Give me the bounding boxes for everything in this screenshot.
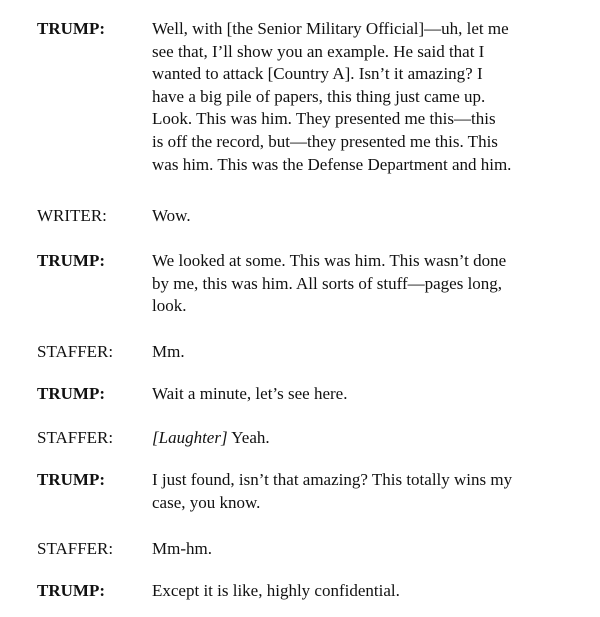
speech-line: Mm. xyxy=(152,342,185,361)
speech-line: wanted to attack [Country A]. Isn’t it amazing? I xyxy=(152,64,483,84)
speech-line: Wow. xyxy=(152,206,191,225)
speech-line: Wait a minute, let’s see here. xyxy=(152,384,348,403)
speech-line: Mm-hm. xyxy=(152,539,212,558)
speaker-label: WRITER: xyxy=(37,206,107,225)
speech-text xyxy=(152,341,562,364)
speech-text xyxy=(152,538,562,561)
speech-text xyxy=(152,427,562,450)
speaker-label: STAFFER: xyxy=(37,428,114,447)
speech-text xyxy=(152,580,562,603)
speech-text xyxy=(152,205,562,228)
speech-line: Look. This was him. They presented me this—this xyxy=(152,109,496,129)
speech-line: by me, this was him. All sorts of stuff—pages long, xyxy=(152,273,503,293)
speaker-label: STAFFER: xyxy=(37,539,114,558)
speech-text xyxy=(152,469,562,514)
speech-text xyxy=(152,383,562,406)
speech-line: Except it is like, highly confidential. xyxy=(152,581,400,600)
speaker-label: TRUMP: xyxy=(37,19,105,38)
speech-line: Well, with [the Senior Military Official]—uh, let me xyxy=(152,19,509,38)
speech-text xyxy=(152,250,562,318)
speaker-label: TRUMP: xyxy=(37,251,105,270)
speech-line xyxy=(152,427,562,450)
speech-line: see that, I’ll show you an example. He said that I xyxy=(152,41,485,61)
speech-line: have a big pile of papers, this thing just came up. xyxy=(152,86,486,106)
stage-direction: [Laughter] xyxy=(152,428,228,447)
speaker-label: STAFFER: xyxy=(37,342,114,361)
speaker-label: TRUMP: xyxy=(37,384,105,403)
speech-line: I just found, isn’t that amazing? This totally wins my xyxy=(152,470,513,489)
speech-line: was him. This was the Defense Department and him. xyxy=(152,154,512,174)
speech-line: is off the record, but—they presented me this. This xyxy=(152,131,498,151)
speech-line: case, you know. xyxy=(152,492,261,512)
speech-text xyxy=(152,18,562,176)
speaker-label: TRUMP: xyxy=(37,470,105,489)
speaker-label: TRUMP: xyxy=(37,581,105,600)
speech-line: look. xyxy=(152,296,187,316)
speech-fragment: Yeah. xyxy=(227,428,270,447)
speech-line: We looked at some. This was him. This wasn’t done xyxy=(152,251,507,270)
